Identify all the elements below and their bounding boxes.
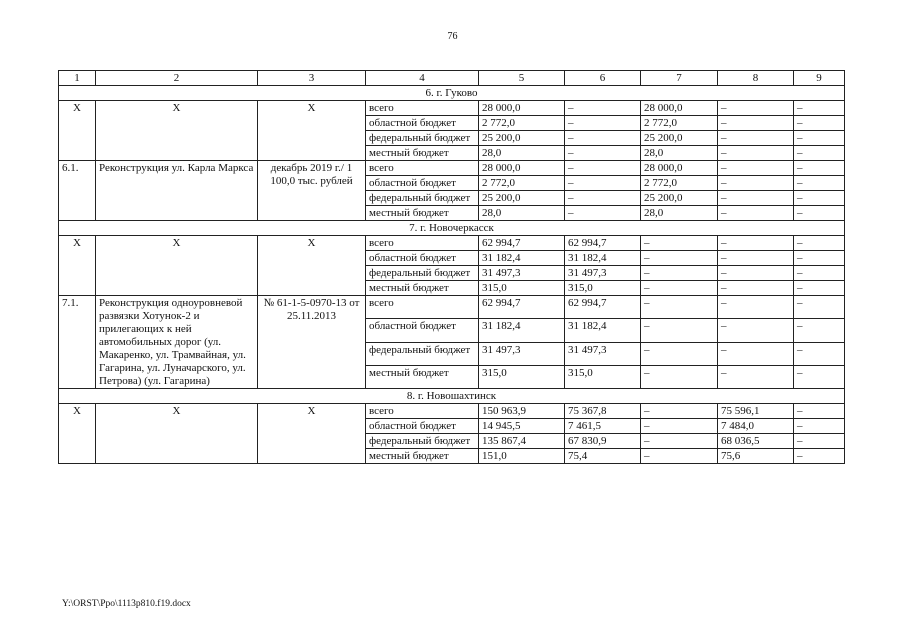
value-col-6: 315,0 (565, 365, 641, 388)
value-col-9: – (794, 191, 845, 206)
value-col-5: 31 497,3 (479, 266, 565, 281)
budget-type-label: областной бюджет (366, 319, 479, 342)
value-col-7: – (641, 251, 718, 266)
budget-type-label: федеральный бюджет (366, 131, 479, 146)
col-1-marker: Х (59, 101, 96, 161)
value-col-9: – (794, 434, 845, 449)
value-col-7: 28,0 (641, 206, 718, 221)
value-col-6: 75,4 (565, 449, 641, 464)
value-col-6: 62 994,7 (565, 296, 641, 319)
column-header: 5 (479, 71, 565, 86)
column-header: 7 (641, 71, 718, 86)
value-col-5: 31 182,4 (479, 319, 565, 342)
budget-type-label: федеральный бюджет (366, 342, 479, 365)
value-col-8: – (718, 146, 794, 161)
value-col-6: 62 994,7 (565, 236, 641, 251)
value-col-9: – (794, 161, 845, 176)
value-col-9: – (794, 342, 845, 365)
budget-row (59, 161, 845, 176)
value-col-7: – (641, 342, 718, 365)
footer-file-path: Y:\ORST\Ppo\1113p810.f19.docx (62, 599, 191, 609)
value-col-9: – (794, 365, 845, 388)
value-col-6: – (565, 116, 641, 131)
section-header-row (59, 389, 845, 404)
value-col-5: 315,0 (479, 365, 565, 388)
budget-type-label: областной бюджет (366, 116, 479, 131)
budget-type-label: федеральный бюджет (366, 434, 479, 449)
page-number: 76 (447, 31, 458, 42)
value-col-7: – (641, 266, 718, 281)
column-header: 3 (258, 71, 366, 86)
col-2-marker: Х (96, 101, 258, 161)
col-2-marker: Х (96, 404, 258, 464)
col-1-marker: Х (59, 404, 96, 464)
value-col-7: – (641, 419, 718, 434)
budget-type-label: местный бюджет (366, 281, 479, 296)
value-col-6: – (565, 206, 641, 221)
value-col-8: – (718, 365, 794, 388)
col-3-marker: Х (258, 404, 366, 464)
value-col-7: – (641, 296, 718, 319)
value-col-8: – (718, 266, 794, 281)
value-col-7: – (641, 281, 718, 296)
value-col-5: 31 182,4 (479, 251, 565, 266)
value-col-7: 28,0 (641, 146, 718, 161)
value-col-6: 31 182,4 (565, 251, 641, 266)
value-col-9: – (794, 251, 845, 266)
column-header: 8 (718, 71, 794, 86)
value-col-6: – (565, 176, 641, 191)
budget-type-label: всего (366, 161, 479, 176)
budget-row (59, 101, 845, 116)
budget-type-label: областной бюджет (366, 251, 479, 266)
col-3-marker: Х (258, 101, 366, 161)
value-col-6: 31 497,3 (565, 342, 641, 365)
value-col-9: – (794, 281, 845, 296)
value-col-5: 150 963,9 (479, 404, 565, 419)
value-col-5: 14 945,5 (479, 419, 565, 434)
value-col-9: – (794, 146, 845, 161)
budget-type-label: местный бюджет (366, 206, 479, 221)
value-col-6: – (565, 191, 641, 206)
value-col-6: 31 182,4 (565, 319, 641, 342)
value-col-8: 75,6 (718, 449, 794, 464)
value-col-6: – (565, 131, 641, 146)
value-col-6: – (565, 161, 641, 176)
value-col-7: – (641, 434, 718, 449)
section-title: 8. г. Новошахтинск (59, 389, 845, 404)
col-1-marker: Х (59, 236, 96, 296)
value-col-9: – (794, 319, 845, 342)
item-document: № 61-1-5-0970-13 от 25.11.2013 (258, 296, 366, 389)
budget-type-label: местный бюджет (366, 146, 479, 161)
item-number: 7.1. (59, 296, 96, 389)
value-col-6: – (565, 146, 641, 161)
budget-type-label: всего (366, 296, 479, 319)
value-col-7: – (641, 236, 718, 251)
section-title: 6. г. Гуково (59, 86, 845, 101)
value-col-8: 75 596,1 (718, 404, 794, 419)
value-col-8: – (718, 161, 794, 176)
budget-type-label: всего (366, 236, 479, 251)
budget-row (59, 404, 845, 419)
value-col-5: 25 200,0 (479, 131, 565, 146)
item-document: декабрь 2019 г./ 1 100,0 тыс. рублей (258, 161, 366, 221)
value-col-9: – (794, 296, 845, 319)
value-col-9: – (794, 419, 845, 434)
value-col-8: – (718, 131, 794, 146)
value-col-8: – (718, 116, 794, 131)
value-col-7: – (641, 365, 718, 388)
budget-type-label: федеральный бюджет (366, 266, 479, 281)
value-col-8: – (718, 176, 794, 191)
value-col-8: – (718, 206, 794, 221)
budget-type-label: областной бюджет (366, 419, 479, 434)
value-col-5: 28,0 (479, 206, 565, 221)
budget-type-label: областной бюджет (366, 176, 479, 191)
value-col-7: – (641, 404, 718, 419)
budget-type-label: местный бюджет (366, 365, 479, 388)
budget-type-label: федеральный бюджет (366, 191, 479, 206)
value-col-5: 62 994,7 (479, 296, 565, 319)
item-name: Реконструкция одноуровневой развязки Хотунок-2 и прилегающих к ней автомобильных дорог (ул. Макаренко, ул. Трамвайная, ул. Гагарина, ул. Луначарского, ул. Петрова) (ул. Гагарина) (96, 296, 258, 389)
column-header: 6 (565, 71, 641, 86)
value-col-9: – (794, 116, 845, 131)
column-header: 9 (794, 71, 845, 86)
budget-row (59, 296, 845, 319)
value-col-8: 7 484,0 (718, 419, 794, 434)
budget-table (58, 70, 845, 464)
budget-type-label: всего (366, 101, 479, 116)
value-col-6: 315,0 (565, 281, 641, 296)
value-col-8: – (718, 101, 794, 116)
value-col-9: – (794, 131, 845, 146)
value-col-5: 2 772,0 (479, 176, 565, 191)
value-col-5: 151,0 (479, 449, 565, 464)
value-col-7: 28 000,0 (641, 161, 718, 176)
value-col-6: 67 830,9 (565, 434, 641, 449)
col-3-marker: Х (258, 236, 366, 296)
value-col-9: – (794, 266, 845, 281)
value-col-7: – (641, 449, 718, 464)
item-name: Реконструкция ул. Карла Маркса (96, 161, 258, 221)
value-col-6: 31 497,3 (565, 266, 641, 281)
value-col-5: 25 200,0 (479, 191, 565, 206)
budget-type-label: всего (366, 404, 479, 419)
value-col-8: – (718, 236, 794, 251)
value-col-9: – (794, 101, 845, 116)
value-col-5: 28 000,0 (479, 161, 565, 176)
column-header: 2 (96, 71, 258, 86)
value-col-8: – (718, 319, 794, 342)
value-col-8: – (718, 281, 794, 296)
value-col-7: 2 772,0 (641, 116, 718, 131)
value-col-7: – (641, 319, 718, 342)
budget-type-label: местный бюджет (366, 449, 479, 464)
value-col-6: – (565, 101, 641, 116)
value-col-9: – (794, 176, 845, 191)
item-number: 6.1. (59, 161, 96, 221)
value-col-9: – (794, 404, 845, 419)
value-col-6: 7 461,5 (565, 419, 641, 434)
value-col-7: 28 000,0 (641, 101, 718, 116)
column-header: 1 (59, 71, 96, 86)
value-col-7: 25 200,0 (641, 191, 718, 206)
value-col-7: 25 200,0 (641, 131, 718, 146)
value-col-9: – (794, 449, 845, 464)
value-col-8: 68 036,5 (718, 434, 794, 449)
value-col-5: 28 000,0 (479, 101, 565, 116)
section-header-row (59, 221, 845, 236)
value-col-7: 2 772,0 (641, 176, 718, 191)
value-col-5: 28,0 (479, 146, 565, 161)
value-col-9: – (794, 206, 845, 221)
value-col-6: 75 367,8 (565, 404, 641, 419)
value-col-8: – (718, 342, 794, 365)
column-header: 4 (366, 71, 479, 86)
column-number-row (59, 71, 845, 86)
value-col-9: – (794, 236, 845, 251)
value-col-5: 31 497,3 (479, 342, 565, 365)
value-col-8: – (718, 191, 794, 206)
value-col-8: – (718, 296, 794, 319)
budget-row (59, 236, 845, 251)
col-2-marker: Х (96, 236, 258, 296)
section-title: 7. г. Новочеркасск (59, 221, 845, 236)
value-col-5: 135 867,4 (479, 434, 565, 449)
value-col-5: 62 994,7 (479, 236, 565, 251)
value-col-8: – (718, 251, 794, 266)
value-col-5: 315,0 (479, 281, 565, 296)
value-col-5: 2 772,0 (479, 116, 565, 131)
section-header-row (59, 86, 845, 101)
